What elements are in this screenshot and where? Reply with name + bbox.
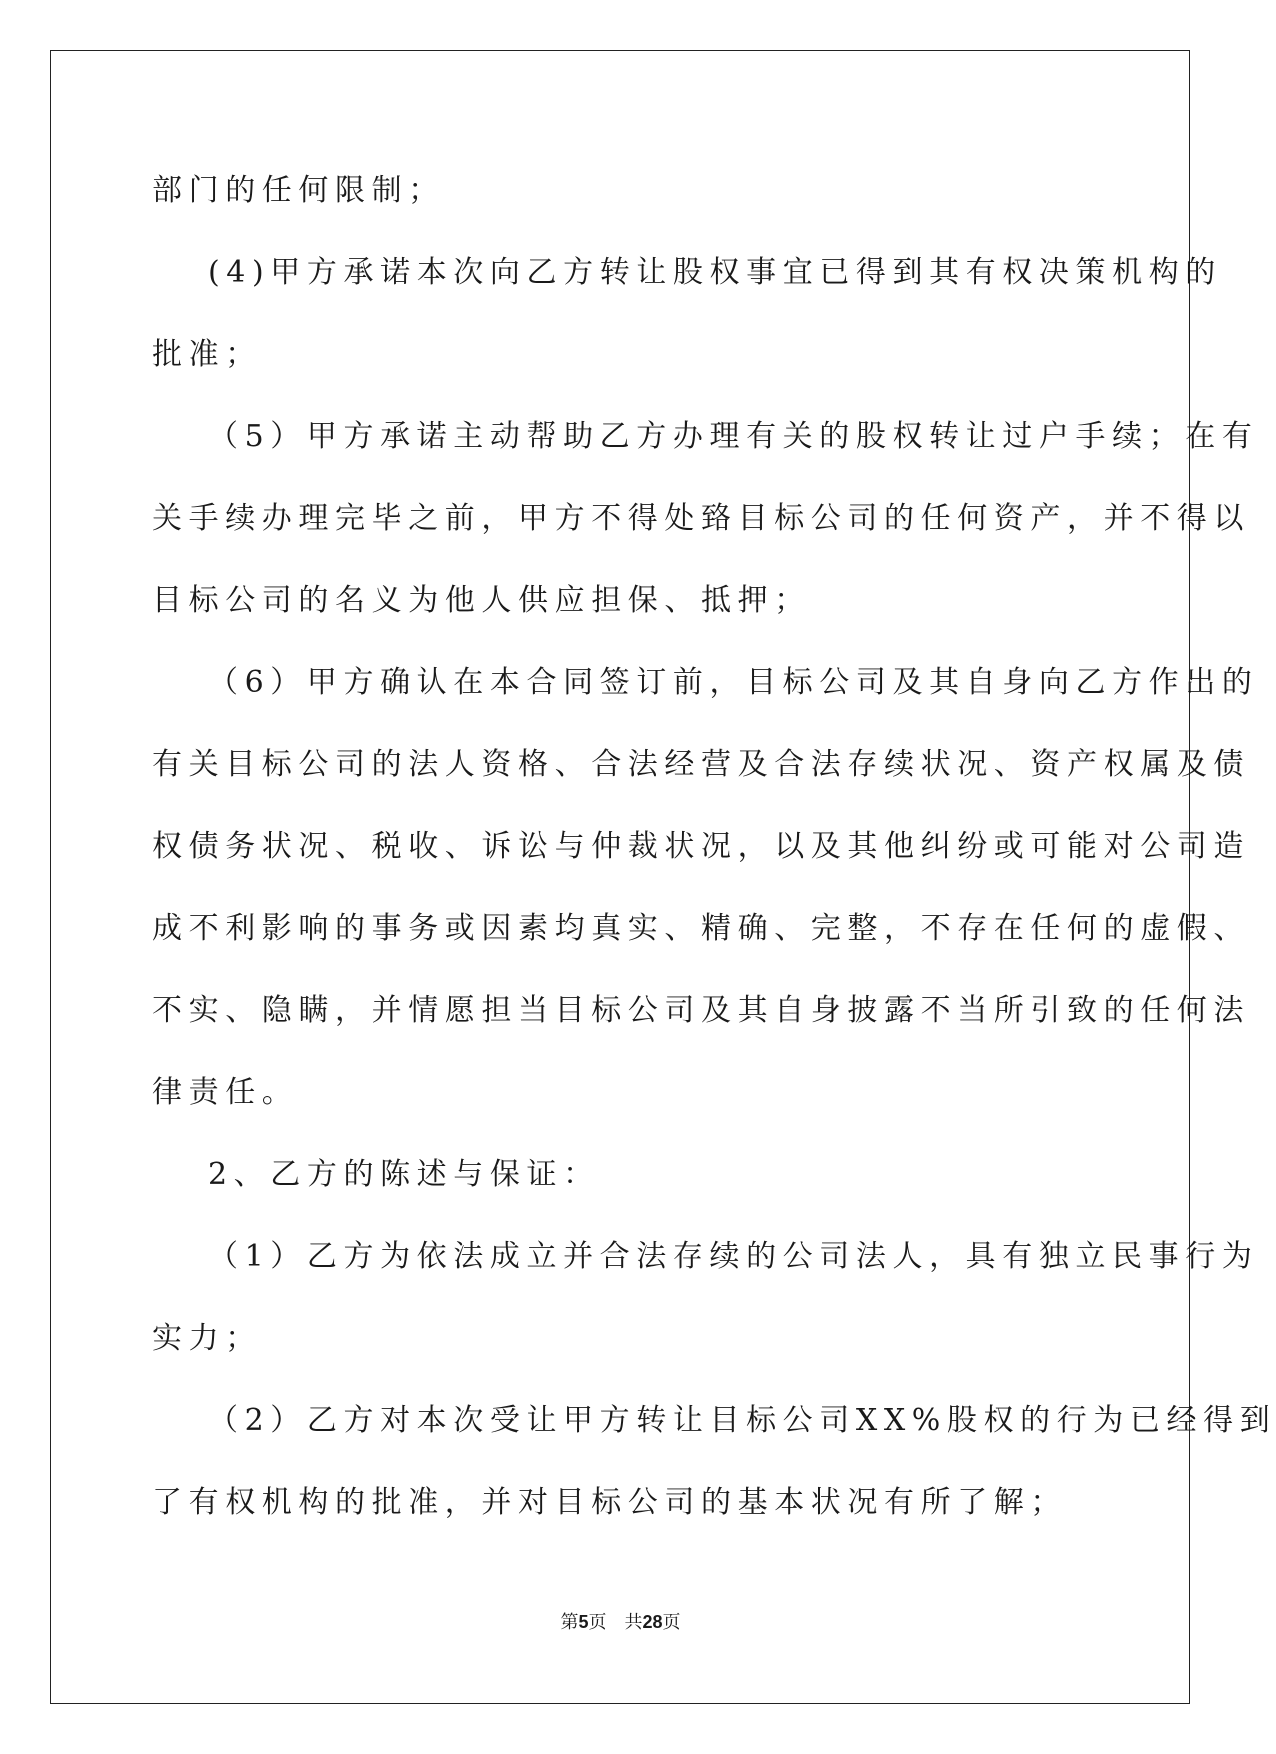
page-number: 5 — [578, 1612, 589, 1632]
page-prefix: 第 — [560, 1612, 579, 1633]
document-body — [152, 150, 1276, 1544]
text-line: 部门的任何限制； — [152, 173, 445, 208]
text-line: （2）乙方对本次受让甲方转让目标公司XX%股权的行为已经得到 — [208, 1403, 1276, 1438]
text-line: 关手续办理完毕之前，甲方不得处臵目标公司的任何资产，并不得以 — [152, 501, 1250, 536]
text-line: 了有权机构的批准，并对目标公司的基本状况有所了解； — [152, 1485, 1067, 1520]
text-line: 成不利影响的事务或因素均真实、精确、完整，不存在任何的虚假、 — [152, 911, 1250, 946]
text-line: 实力； — [152, 1321, 262, 1356]
total-suffix: 页 — [662, 1612, 681, 1633]
text-line: 目标公司的名义为他人供应担保、抵押； — [152, 583, 811, 618]
text-line: 律责任。 — [152, 1075, 299, 1110]
text-line: （5）甲方承诺主动帮助乙方办理有关的股权转让过户手续；在有 — [208, 419, 1259, 454]
text-line: （1）乙方为依法成立并合法存续的公司法人，具有独立民事行为 — [208, 1239, 1259, 1274]
total-prefix: 共 — [624, 1612, 643, 1633]
text-line: （6）甲方确认在本合同签订前，目标公司及其自身向乙方作出的 — [208, 665, 1259, 700]
text-line: (4)甲方承诺本次向乙方转让股权事宜已得到其有权决策机构的 — [208, 255, 1222, 290]
text-line: 不实、隐瞒，并情愿担当目标公司及其自身披露不当所引致的任何法 — [152, 993, 1250, 1028]
text-line: 有关目标公司的法人资格、合法经营及合法存续状况、资产权属及债 — [152, 747, 1250, 782]
text-line: 批准； — [152, 337, 262, 372]
total-pages: 28 — [642, 1612, 663, 1632]
page-suffix: 页 — [588, 1612, 607, 1633]
text-line: 权债务状况、税收、诉讼与仲裁状况，以及其他纠纷或可能对公司造 — [152, 829, 1250, 864]
page-footer — [0, 1608, 1241, 1634]
text-line: 2、乙方的陈述与保证： — [208, 1157, 600, 1192]
